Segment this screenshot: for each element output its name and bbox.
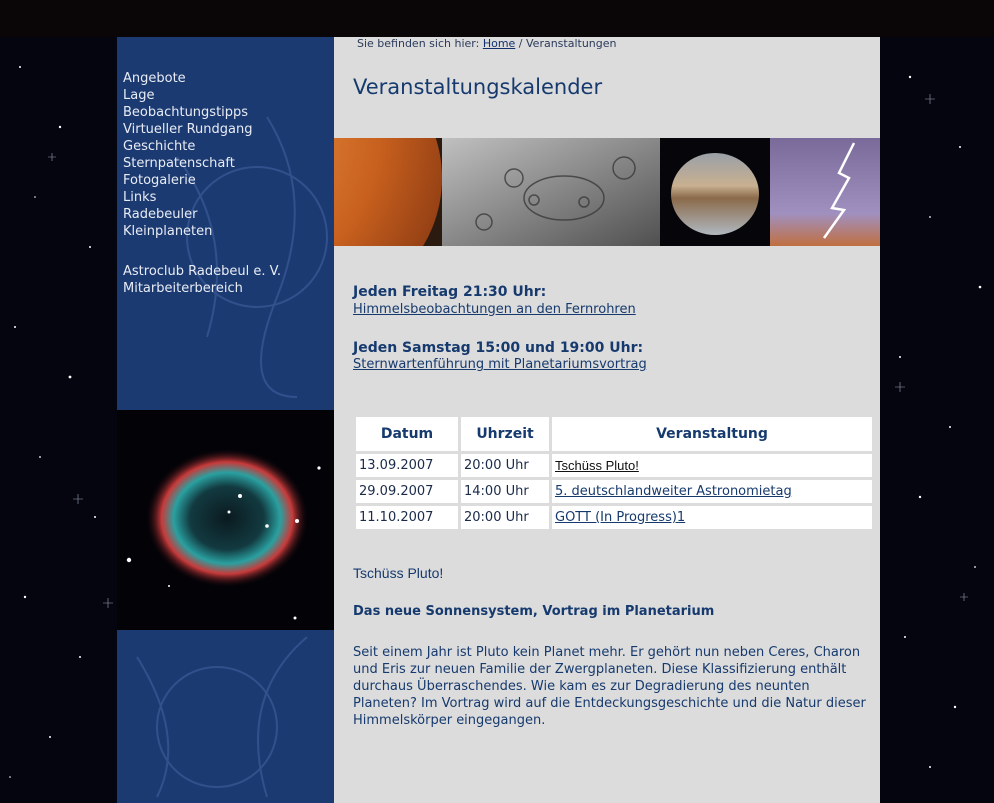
sidebar bbox=[117, 37, 334, 803]
breadcrumb bbox=[357, 37, 617, 50]
main-content bbox=[334, 37, 880, 803]
breadcrumb-home-link[interactable]: Home bbox=[482, 37, 516, 50]
event-title-cell bbox=[552, 506, 872, 529]
secondary-nav bbox=[123, 263, 281, 297]
nav-item-radebeuler[interactable]: Radebeuler bbox=[123, 207, 198, 222]
nav-item-fotogalerie[interactable]: Fotogalerie bbox=[123, 173, 196, 188]
nav-item-lage[interactable]: Lage bbox=[123, 88, 155, 103]
nav-item-kleinplaneten[interactable]: Kleinplaneten bbox=[123, 224, 213, 239]
page-title: Veranstaltungskalender bbox=[353, 75, 603, 99]
column-header-veranstaltung: Veranstaltung bbox=[552, 417, 872, 451]
astronomy-banner bbox=[334, 138, 880, 246]
table-row bbox=[356, 454, 872, 477]
event-link[interactable]: GOTT (In Progress)1 bbox=[555, 510, 686, 525]
column-header-datum: Datum bbox=[356, 417, 458, 451]
nav-item-virtueller-rundgang[interactable]: Virtueller Rundgang bbox=[123, 122, 253, 137]
selected-event-description: Seit einem Jahr ist Pluto kein Planet mehr. Er gehört nun neben Ceres, Charon und Eris zur neuen Familie der Zwergplaneten. Diese Klassifizierung enthält durchaus Überraschendes. Wie kam es zur Degradierung des neunten Planeten? Im Vortrag wird auf die Entdeckungsgeschichte und die Natur dieser Himmelskörper eingegangen. bbox=[353, 645, 866, 728]
recurring-event-1-heading: Jeden Freitag 21:30 Uhr: bbox=[353, 284, 547, 300]
events-table bbox=[353, 414, 875, 532]
recurring-event-1-link[interactable]: Himmelsbeobachtungen an den Fernrohren bbox=[353, 302, 636, 317]
event-time: 20:00 Uhr bbox=[461, 454, 549, 477]
recurring-event-2-link[interactable]: Sternwartenführung mit Planetariumsvortrag bbox=[353, 357, 647, 372]
nav-item-angebote[interactable]: Angebote bbox=[123, 71, 186, 86]
event-time: 14:00 Uhr bbox=[461, 480, 549, 503]
event-link[interactable]: 5. deutschlandweiter Astronomietag bbox=[555, 484, 792, 499]
event-time: 20:00 Uhr bbox=[461, 506, 549, 529]
event-date: 11.10.2007 bbox=[356, 506, 458, 529]
recurring-event-2-heading: Jeden Samstag 15:00 und 19:00 Uhr: bbox=[353, 340, 644, 356]
main-nav bbox=[123, 70, 253, 240]
event-date: 13.09.2007 bbox=[356, 454, 458, 477]
breadcrumb-separator: / bbox=[515, 37, 526, 50]
selected-event-subtitle: Das neue Sonnensystem, Vortrag im Planetarium bbox=[353, 604, 715, 619]
column-header-uhrzeit: Uhrzeit bbox=[461, 417, 549, 451]
nav-item-links[interactable]: Links bbox=[123, 190, 157, 205]
event-title-cell bbox=[552, 480, 872, 503]
nav-item-geschichte[interactable]: Geschichte bbox=[123, 139, 196, 154]
ring-nebula-image bbox=[117, 410, 334, 630]
event-link[interactable]: Tschüss Pluto! bbox=[555, 457, 639, 473]
table-row bbox=[356, 480, 872, 503]
nav-item-mitarbeiterbereich[interactable]: Mitarbeiterbereich bbox=[123, 281, 243, 296]
nav-item-astroclub[interactable]: Astroclub Radebeul e. V. bbox=[123, 264, 281, 279]
breadcrumb-current: Veranstaltungen bbox=[526, 37, 617, 50]
selected-event-title: Tschüss Pluto! bbox=[353, 565, 444, 581]
nav-item-beobachtungstipps[interactable]: Beobachtungstipps bbox=[123, 105, 249, 120]
table-row bbox=[356, 506, 872, 529]
table-header-row bbox=[356, 417, 872, 451]
event-date: 29.09.2007 bbox=[356, 480, 458, 503]
top-bar bbox=[0, 0, 994, 37]
event-title-cell bbox=[552, 454, 872, 477]
breadcrumb-prefix: Sie befinden sich hier: bbox=[357, 37, 483, 50]
nav-item-sternpatenschaft[interactable]: Sternpatenschaft bbox=[123, 156, 235, 171]
